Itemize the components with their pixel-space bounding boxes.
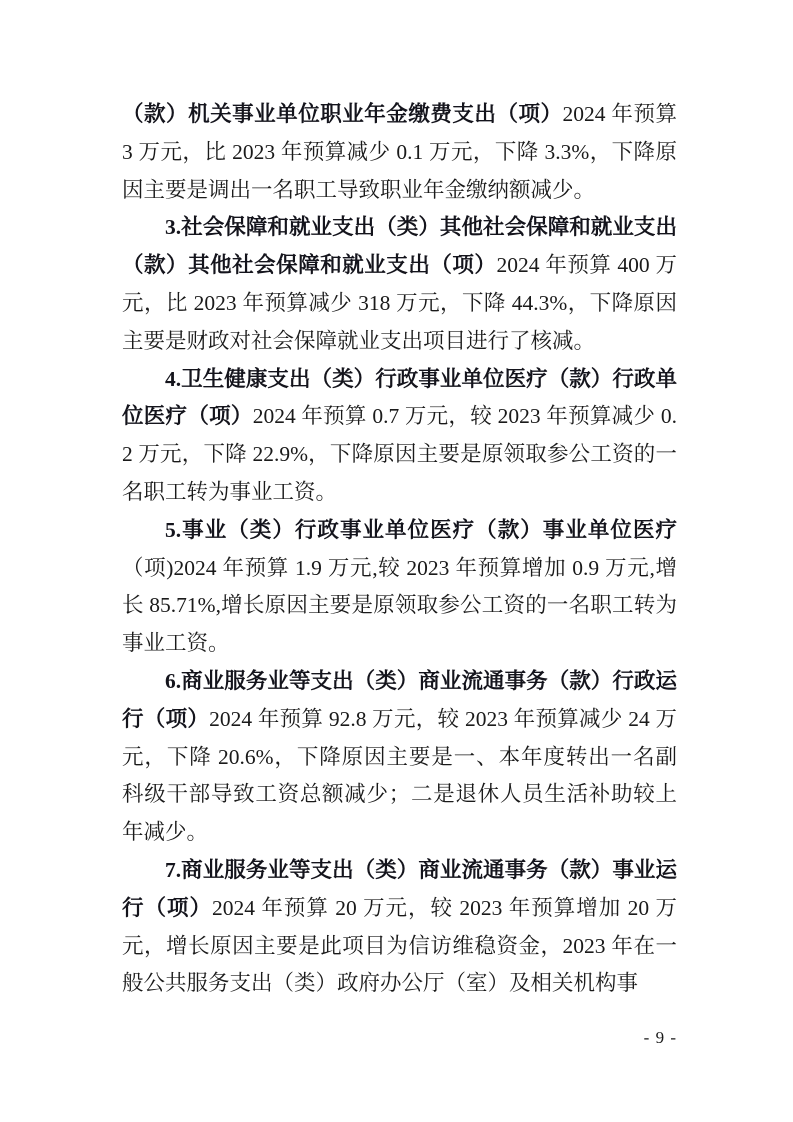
paragraph-lead: 7.商业服务业等支出（类）商业流通事务（款）事业运行（项） [122, 857, 677, 920]
paragraph-body: 2024 年预算 92.8 万元，较 2023 年预算减少 24 万元，下降 20.6%，下降原因主要是一、本年度转出一名副科级干部导致工资总额减少；二是退休人员生活补助较上年减少。 [122, 706, 677, 845]
page-number: - 9 - [643, 1028, 677, 1047]
paragraph-lead: 4.卫生健康支出（类）行政事业单位医疗（款）行政单位医疗（项） [122, 366, 677, 429]
paragraph-body: （项)2024 年预算 1.9 万元,较 2023 年预算增加 0.9 万元,增长 85.71%,增长原因主要是原领取参公工资的一名职工转为事业工资。 [122, 555, 677, 656]
paragraph-item-4 [122, 361, 677, 512]
document-body [122, 96, 677, 1003]
paragraph-item-6 [122, 663, 677, 852]
paragraph-item-5 [122, 512, 677, 663]
paragraph-continuation [122, 96, 677, 209]
paragraph-lead: 3.社会保障和就业支出（类）其他社会保障和就业支出（款）其他社会保障和就业支出（项） [122, 215, 677, 278]
paragraph-body: 2024 年预算 400 万元，比 2023 年预算减少 318 万元，下降 44.3%，下降原因主要是财政对社会保障就业支出项目进行了核减。 [122, 253, 677, 353]
paragraph-lead: （款）机关事业单位职业年金缴费支出（项） [122, 102, 563, 126]
paragraph-item-7 [122, 852, 677, 1003]
paragraph-lead: 5.事业（类）行政事业单位医疗（款）事业单位医疗 [165, 517, 677, 542]
paragraph-body: 2024 年预算 20 万元，较 2023 年预算增加 20 万元，增长原因主要是此项目为信访维稳资金，2023 年在一般公共服务支出（类）政府办公厅（室）及相关机构事 [122, 895, 677, 996]
paragraph-body: 2024 年预算 3 万元，比 2023 年预算减少 0.1 万元，下降 3.3%，下降原因主要是调出一名职工导致职业年金缴纳额减少。 [122, 102, 677, 202]
paragraph-lead: 6.商业服务业等支出（类）商业流通事务（款）行政运行（项） [122, 668, 677, 731]
paragraph-body: 2024 年预算 0.7 万元，较 2023 年预算减少 0.2 万元，下降 22.9%，下降原因主要是原领取参公工资的一名职工转为事业工资。 [122, 404, 677, 504]
paragraph-item-3 [122, 209, 677, 360]
